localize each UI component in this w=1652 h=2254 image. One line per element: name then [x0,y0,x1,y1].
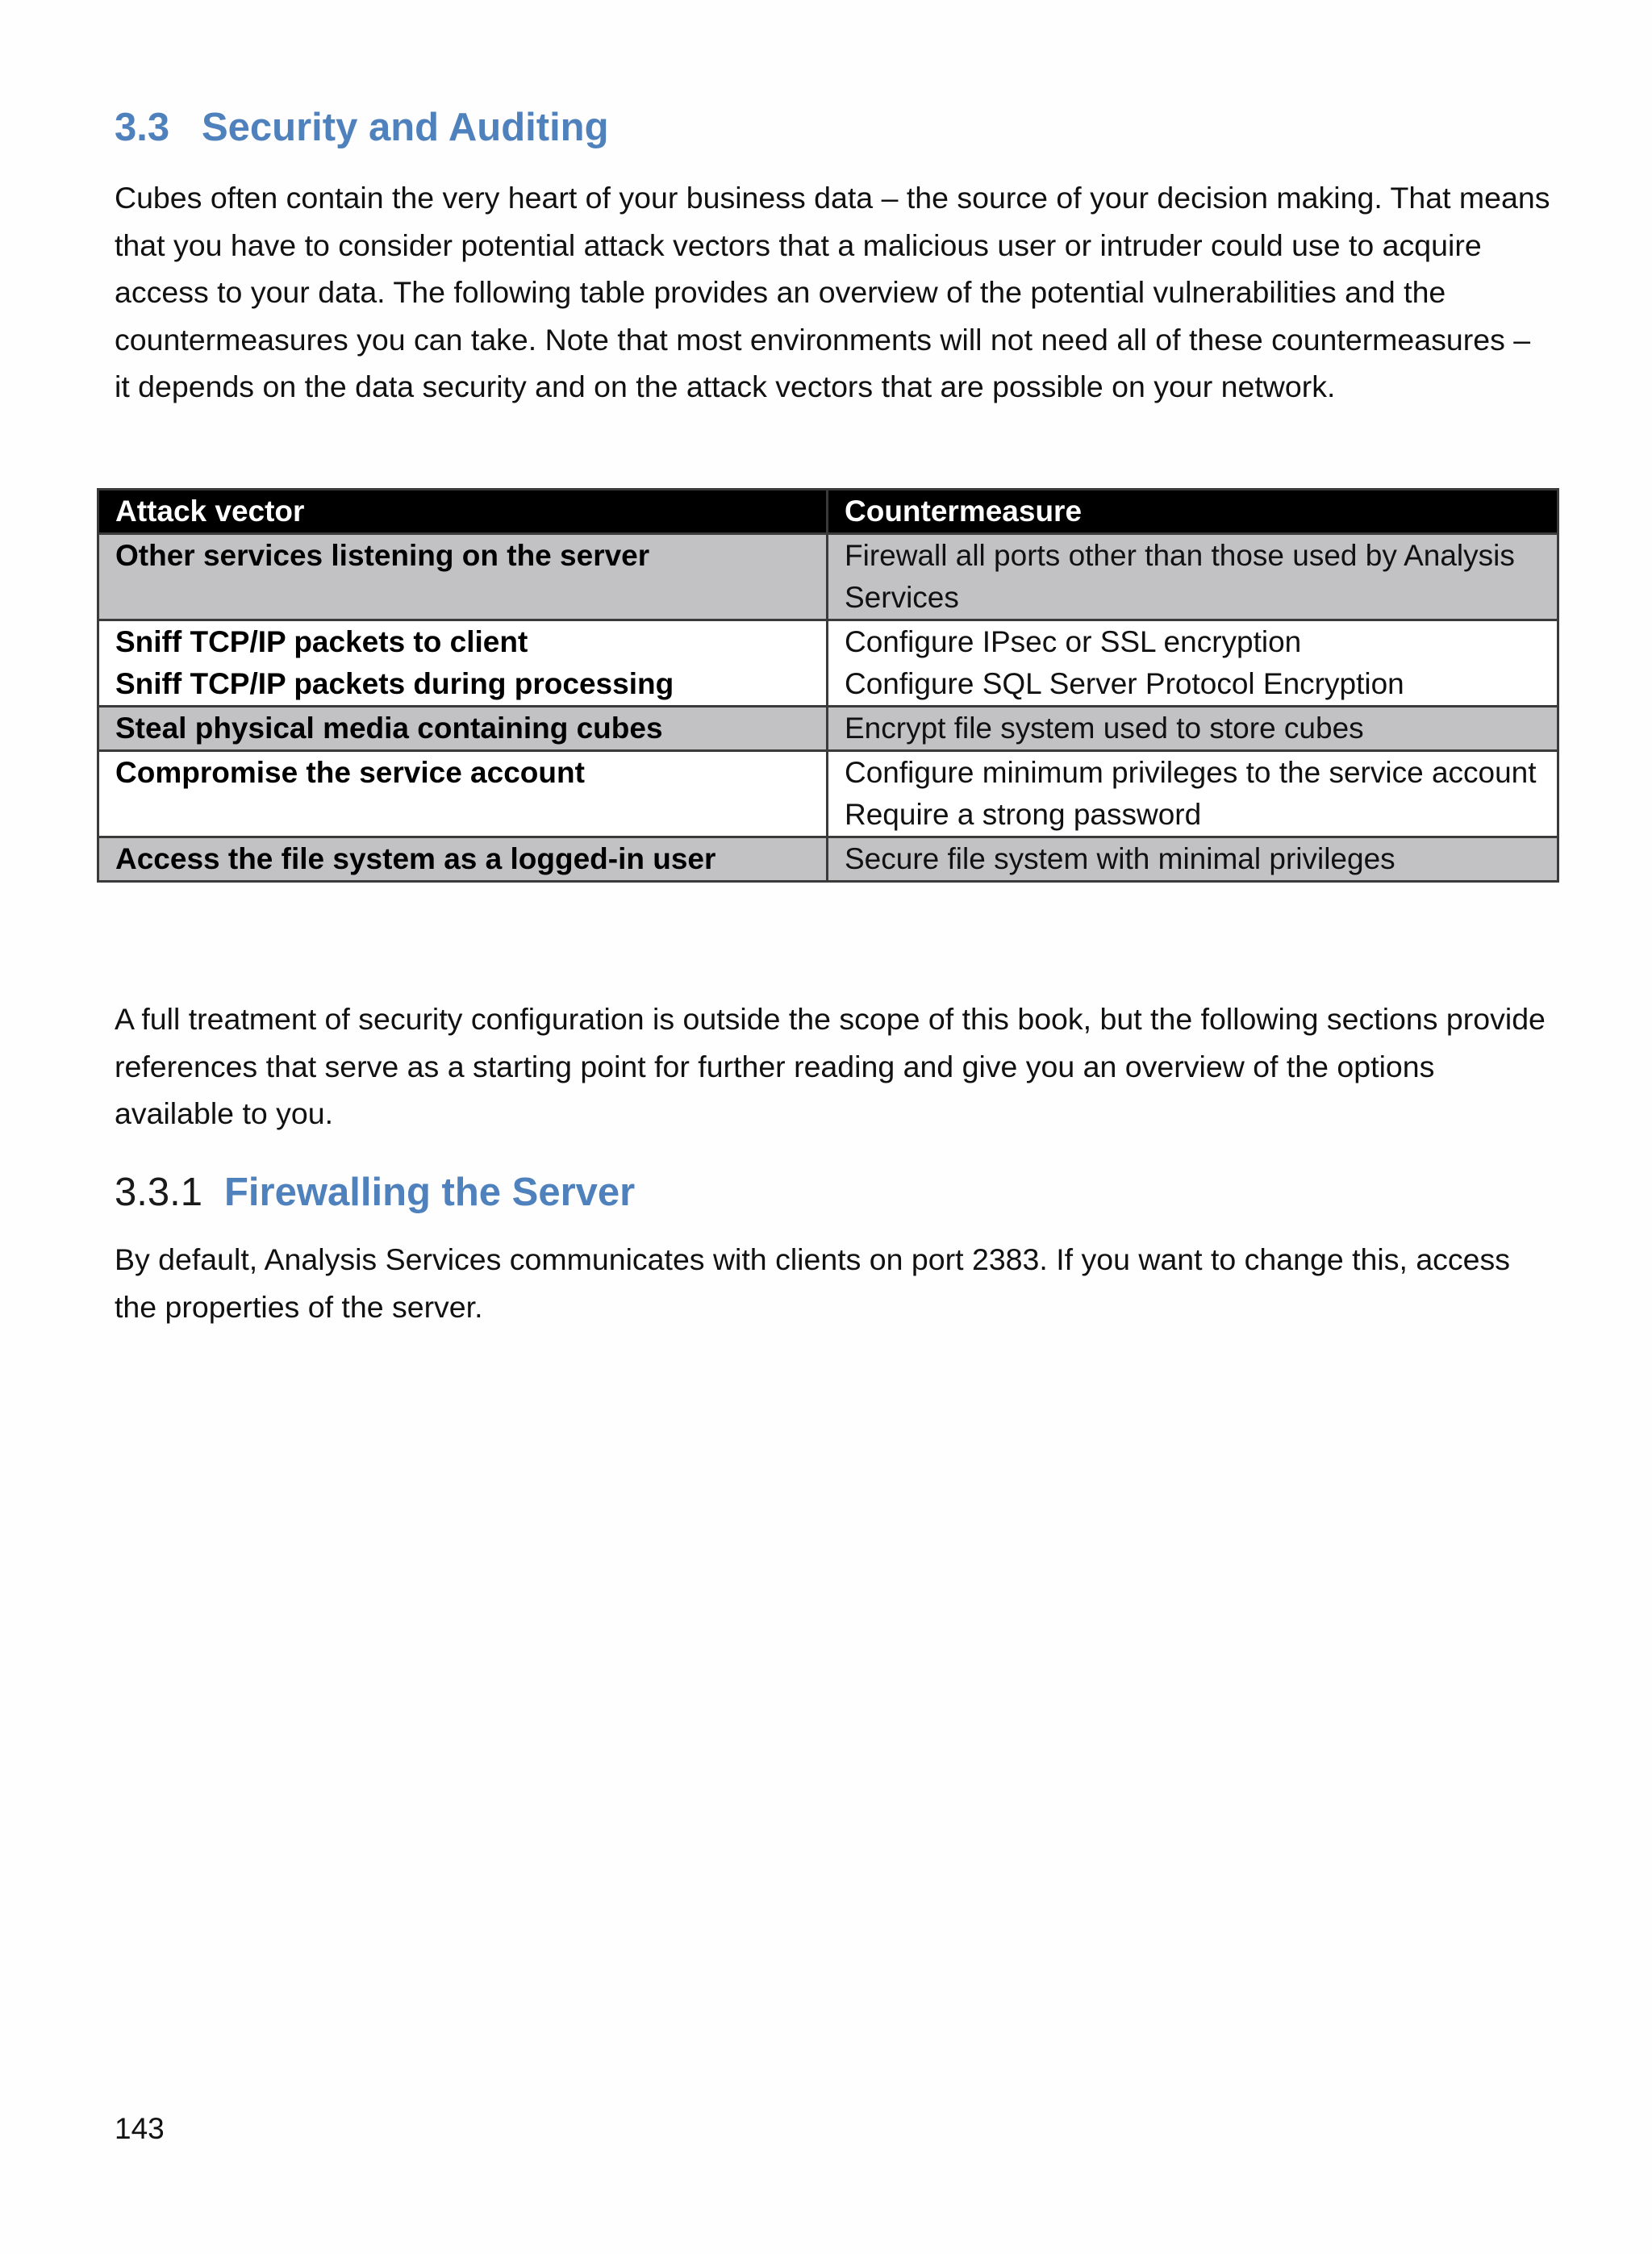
attack-vector-text: Sniff TCP/IP packets to client [115,625,528,658]
table-row [98,534,1558,620]
table-header-row [98,490,1558,534]
countermeasure-text: Configure IPsec or SSL encryption [845,625,1302,658]
countermeasure-cell [828,837,1558,882]
countermeasure-cell [828,707,1558,751]
subsection-title: Firewalling the Server [224,1171,636,1214]
attack-vector-cell [98,620,828,707]
attack-vector-text: Access the file system as a logged-in user [115,842,716,875]
countermeasure-cell [828,751,1558,837]
subsection-number: 3.3.1 [115,1171,202,1214]
intro-paragraph: Cubes often contain the very heart of your business data – the source of your decision making. That means that you have to consider potential attack vectors that a malicious user or intruder could use to acquire access to your data. The following table provides an overview of the potential vulnerabilities and the countermeasures you can take. Note that most environments will not need all of these countermeasures – it depends on the data security and on the attack vectors that are possible on your network. [115,181,1550,403]
countermeasure-text: Encrypt file system used to store cubes [845,712,1364,745]
table-row [98,707,1558,751]
attack-vector-text: Other services listening on the server [115,539,650,572]
countermeasure-text: Secure file system with minimal privileges [845,842,1395,875]
countermeasure-text: Configure SQL Server Protocol Encryption [845,667,1404,700]
attack-vector-text: Compromise the service account [115,756,585,789]
security-table [97,488,1559,883]
countermeasure-text: Configure minimum privileges to the service account [845,756,1537,789]
attack-vector-cell [98,534,828,620]
table-row [98,620,1558,707]
section-heading [115,103,609,152]
header-attack-vector: Attack vector [98,490,828,534]
attack-vector-cell [98,751,828,837]
countermeasure-text: Firewall all ports other than those used by Analysis Services [845,539,1515,614]
attack-vector-text: Sniff TCP/IP packets during processing [115,667,674,700]
section-number: 3.3 [115,106,170,149]
followup-paragraph: A full treatment of security configuration is outside the scope of this book, but the following sections provide references that serve as a starting point for further reading and give you an overview of the options available to you. [115,1002,1546,1130]
section-title: Security and Auditing [202,106,609,149]
countermeasure-text: Require a strong password [845,798,1202,831]
subsection-heading [115,1168,635,1217]
attack-vector-cell [98,837,828,882]
page-number: 143 [115,2112,165,2145]
countermeasure-cell [828,534,1558,620]
attack-vector-text: Steal physical media containing cubes [115,712,663,745]
countermeasure-cell [828,620,1558,707]
header-countermeasure: Countermeasure [828,490,1558,534]
table-row [98,751,1558,837]
subsection-paragraph: By default, Analysis Services communicates with clients on port 2383. If you want to change this, access the properties of the server. [115,1242,1511,1324]
attack-vector-cell [98,707,828,751]
table-row [98,837,1558,882]
